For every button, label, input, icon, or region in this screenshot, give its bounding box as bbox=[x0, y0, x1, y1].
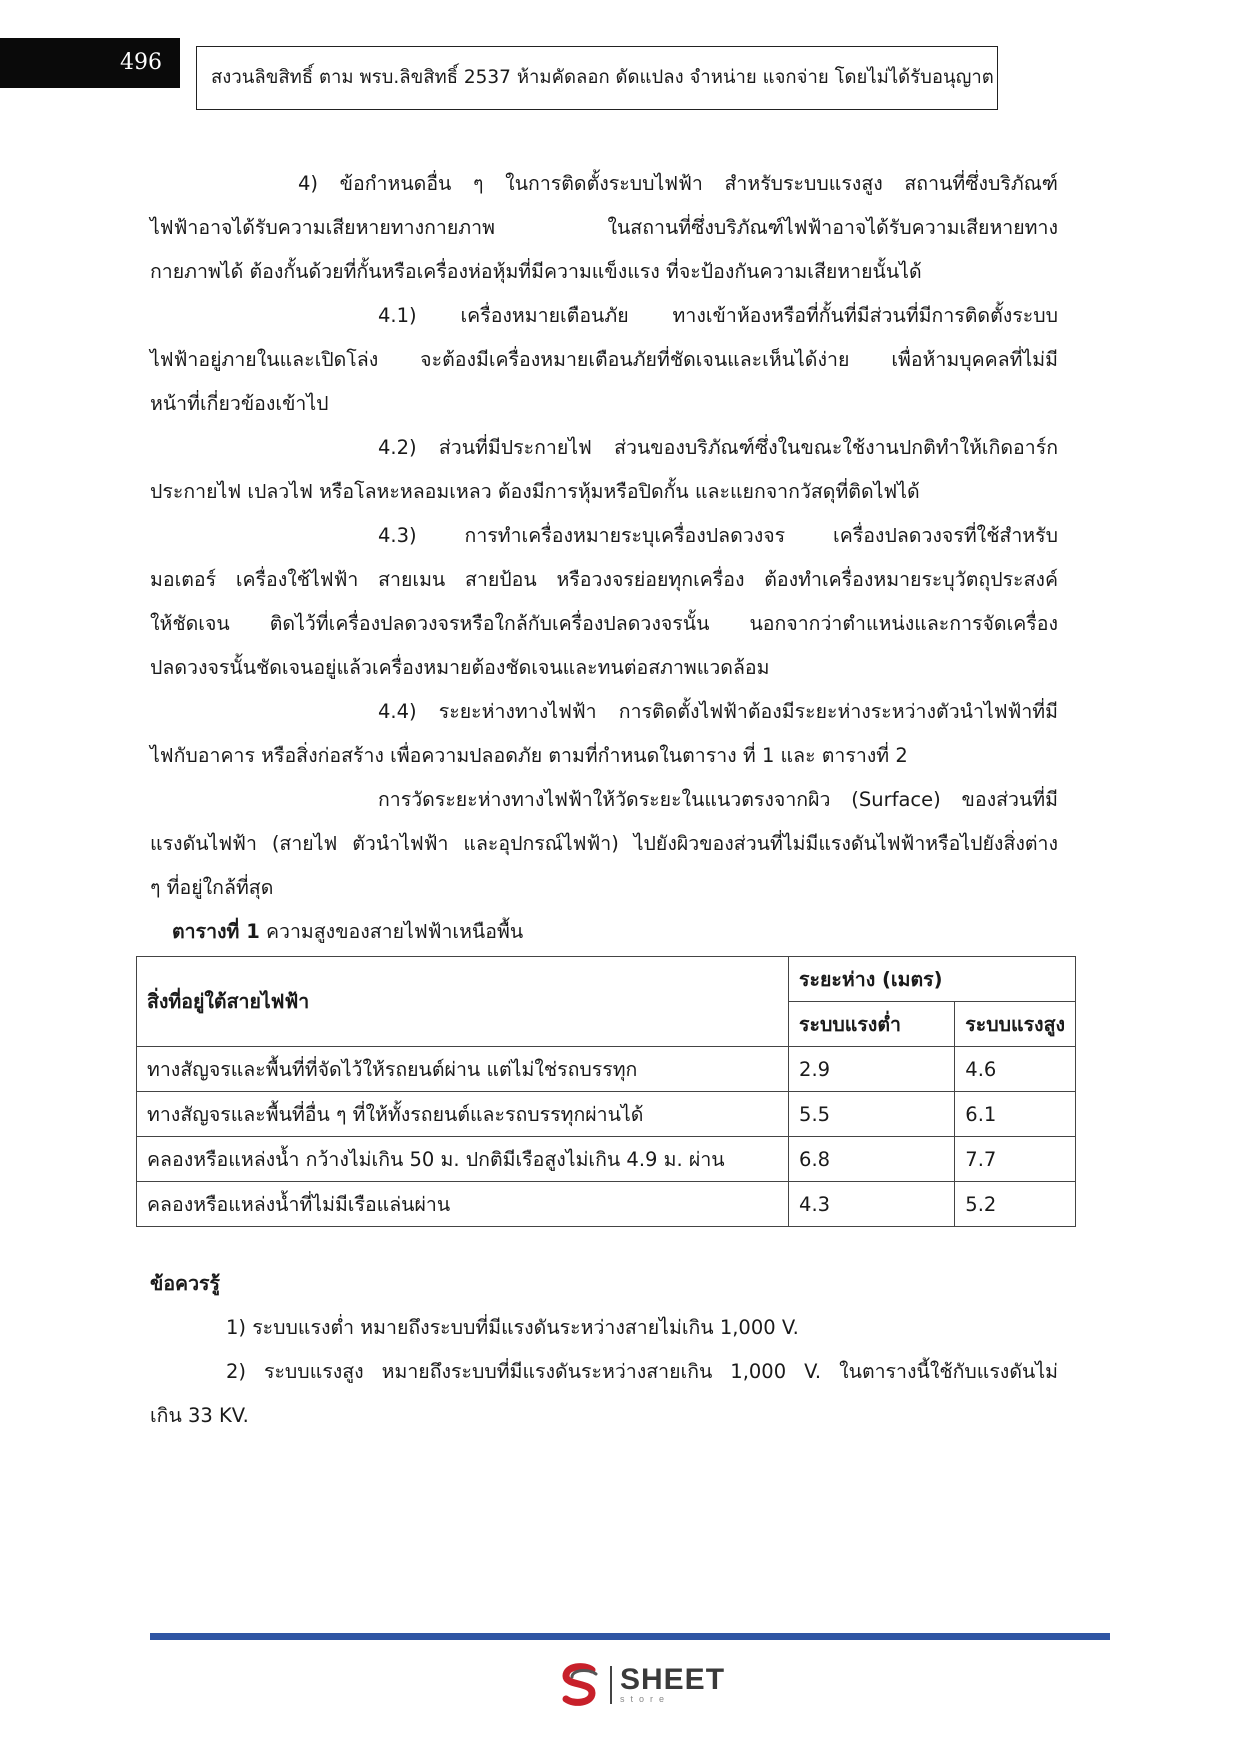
table-cell-item: คลองหรือแหล่งน้ำ กว้างไม่เกิน 50 ม. ปกติมีเรือสูงไม่เกิน 4.9 ม. ผ่าน bbox=[137, 1137, 789, 1182]
table-cell-low: 2.9 bbox=[789, 1047, 955, 1092]
paragraph-line: ไฟฟ้าอาจได้รับความเสียหายทางกายภาพ ในสถานที่ซึ่งบริภัณฑ์ไฟฟ้าอาจได้รับความเสียหายทาง bbox=[150, 216, 1058, 239]
clearance-table bbox=[136, 956, 1076, 1227]
table-cell-high: 4.6 bbox=[955, 1047, 1076, 1092]
note-item: 2) ระบบแรงสูง หมายถึงระบบที่มีแรงดันระหว่างสายเกิน 1,000 V. ในตารางนี้ใช้กับแรงดันไม่ bbox=[226, 1360, 1058, 1383]
note-item: 1) ระบบแรงต่ำ หมายถึงระบบที่มีแรงดันระหว่างสายไม่เกิน 1,000 V. bbox=[226, 1316, 799, 1339]
document-body bbox=[150, 162, 1058, 954]
logo-subtitle: store bbox=[620, 1694, 671, 1704]
paragraph-line: กายภาพได้ ต้องกั้นด้วยที่กั้นหรือเครื่องห่อหุ้มที่มีความแข็งแรง ที่จะป้องกันความเสียหายนั้นได้ bbox=[150, 260, 922, 283]
table-caption-text: ความสูงของสายไฟฟ้าเหนือพื้น bbox=[265, 920, 524, 943]
sheet-store-logo bbox=[558, 1662, 725, 1708]
table-cell-item: คลองหรือแหล่งน้ำที่ไม่มีเรือแล่นผ่าน bbox=[137, 1182, 789, 1227]
table-cell-high: 7.7 bbox=[955, 1137, 1076, 1182]
table-cell-high: 6.1 bbox=[955, 1092, 1076, 1137]
paragraph-line: ไฟฟ้าอยู่ภายในและเปิดโล่ง จะต้องมีเครื่องหมายเตือนภัยที่ชัดเจนและเห็นได้ง่าย เพื่อห้ามบุคคลที่ไม่มี bbox=[150, 348, 1058, 371]
paragraph-line: ประกายไฟ เปลวไฟ หรือโลหะหลอมเหลว ต้องมีการหุ้มหรือปิดกั้น และแยกจากวัสดุที่ติดไฟได้ bbox=[150, 480, 920, 503]
notes-title: ข้อควรรู้ bbox=[150, 1272, 220, 1295]
paragraph-line: 4.2) ส่วนที่มีประกายไฟ ส่วนของบริภัณฑ์ซึ่งในขณะใช้งานปกติทำให้เกิดอาร์ก bbox=[378, 436, 1058, 459]
paragraph-line: หน้าที่เกี่ยวข้องเข้าไป bbox=[150, 392, 329, 415]
logo-wordmark bbox=[610, 1663, 726, 1704]
table-header-low: ระบบแรงต่ำ bbox=[789, 1002, 955, 1047]
table-caption-label: ตารางที่ 1 bbox=[172, 920, 260, 943]
note-item: เกิน 33 KV. bbox=[150, 1404, 249, 1427]
paragraph-line: การวัดระยะห่างทางไฟฟ้าให้วัดระยะในแนวตรงจากผิว (Surface) ของส่วนที่มี bbox=[378, 788, 1058, 811]
table-caption bbox=[150, 910, 1058, 954]
table-cell-low: 5.5 bbox=[789, 1092, 955, 1137]
paragraph-line: 4.3) การทำเครื่องหมายระบุเครื่องปลดวงจร เครื่องปลดวงจรที่ใช้สำหรับ bbox=[378, 524, 1058, 547]
sheet-store-s-icon bbox=[558, 1662, 602, 1708]
table-row bbox=[137, 1182, 1076, 1227]
paragraph-line: ๆ ที่อยู่ใกล้ที่สุด bbox=[150, 876, 274, 899]
paragraph-line: ให้ชัดเจน ติดไว้ที่เครื่องปลดวงจรหรือใกล้กับเครื่องปลดวงจรนั้น นอกจากว่าตำแหน่งและการจัดเครื่อง bbox=[150, 612, 1058, 635]
table-row bbox=[137, 1137, 1076, 1182]
table-cell-low: 4.3 bbox=[789, 1182, 955, 1227]
page-number: 496 bbox=[0, 38, 180, 88]
paragraph-line: 4.4) ระยะห่างทางไฟฟ้า การติดตั้งไฟฟ้าต้องมีระยะห่างระหว่างตัวนำไฟฟ้าที่มี bbox=[378, 700, 1058, 723]
table-cell-high: 5.2 bbox=[955, 1182, 1076, 1227]
paragraph-line: ปลดวงจรนั้นชัดเจนอยู่แล้วเครื่องหมายต้องชัดเจนและทนต่อสภาพแวดล้อม bbox=[150, 656, 770, 679]
table-cell-low: 6.8 bbox=[789, 1137, 955, 1182]
paragraph-line: 4) ข้อกำหนดอื่น ๆ ในการติดตั้งระบบไฟฟ้า สำหรับระบบแรงสูง สถานที่ซึ่งบริภัณฑ์ bbox=[298, 172, 1058, 195]
table-row bbox=[137, 1092, 1076, 1137]
table-header-group: ระยะห่าง (เมตร) bbox=[789, 957, 1076, 1002]
paragraph-line: ไฟกับอาคาร หรือสิ่งก่อสร้าง เพื่อความปลอดภัย ตามที่กำหนดในตาราง ที่ 1 และ ตารางที่ 2 bbox=[150, 744, 908, 767]
table-cell-item: ทางสัญจรและพื้นที่อื่น ๆ ที่ให้ทั้งรถยนต์และรถบรรทุกผ่านได้ bbox=[137, 1092, 789, 1137]
logo-title: SHEET bbox=[620, 1663, 726, 1696]
notes-section bbox=[150, 1262, 1058, 1438]
paragraph-line: มอเตอร์ เครื่องใช้ไฟฟ้า สายเมน สายป้อน หรือวงจรย่อยทุกเครื่อง ต้องทำเครื่องหมายระบุวัตถุประสงค์ bbox=[150, 568, 1058, 591]
copyright-banner: สงวนลิขสิทธิ์ ตาม พรบ.ลิขสิทธิ์ 2537 ห้ามคัดลอก ดัดแปลง จำหน่าย แจกจ่าย โดยไม่ได้รับอนุญาต bbox=[196, 46, 998, 110]
table-row bbox=[137, 1047, 1076, 1092]
table-header-item: สิ่งที่อยู่ใต้สายไฟฟ้า bbox=[137, 957, 789, 1047]
table-cell-item: ทางสัญจรและพื้นที่ที่จัดไว้ให้รถยนต์ผ่าน แต่ไม่ใช่รถบรรทุก bbox=[137, 1047, 789, 1092]
footer-rule bbox=[150, 1633, 1110, 1640]
table-header-high: ระบบแรงสูง bbox=[955, 1002, 1076, 1047]
paragraph-line: 4.1) เครื่องหมายเตือนภัย ทางเข้าห้องหรือที่กั้นที่มีส่วนที่มีการติดตั้งระบบ bbox=[378, 304, 1058, 327]
paragraph-line: แรงดันไฟฟ้า (สายไฟ ตัวนำไฟฟ้า และอุปกรณ์ไฟฟ้า) ไปยังผิวของส่วนที่ไม่มีแรงดันไฟฟ้าหรือไปยังสิ่งต่าง bbox=[150, 832, 1058, 855]
